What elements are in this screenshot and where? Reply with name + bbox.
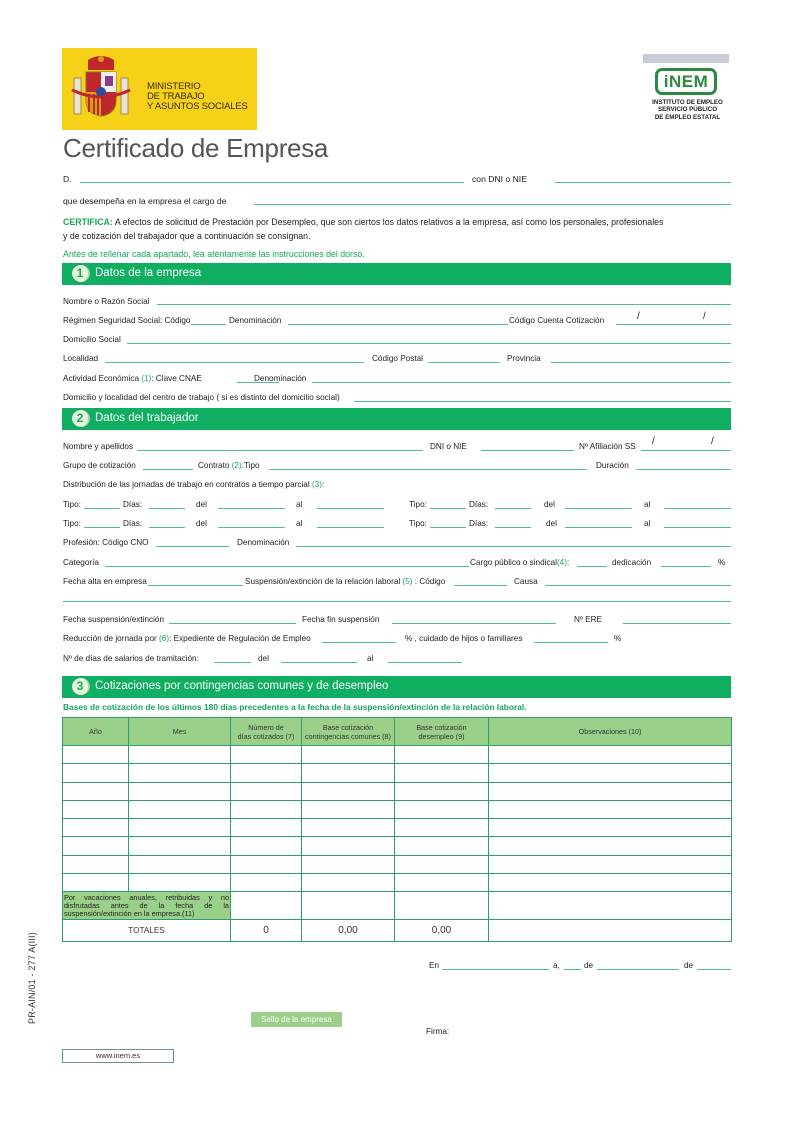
cell[interactable]	[129, 874, 231, 892]
cell[interactable]	[63, 855, 129, 873]
cell[interactable]	[63, 837, 129, 855]
vacaciones-label: Por vacaciones anuales, retribuidas y no disfrutadas antes de la fecha de la suspensión/extinción en la empresa.(11)	[64, 892, 229, 918]
cell[interactable]	[395, 892, 489, 920]
table-row	[63, 746, 732, 764]
cell[interactable]	[129, 764, 231, 782]
section-title: Datos del trabajador	[95, 412, 199, 424]
table-header-row	[63, 718, 732, 746]
contrato-label: Contrato (2):Tipo	[198, 461, 260, 470]
cell[interactable]	[395, 746, 489, 764]
cell[interactable]	[129, 782, 231, 800]
trabajador-dni-label: DNI o NIE	[430, 442, 467, 451]
cell[interactable]	[489, 782, 732, 800]
website-link[interactable]: www.inem.es	[62, 1049, 174, 1063]
causa-label: Causa	[514, 577, 538, 586]
fecha-suspension-label: Fecha suspensión/extinción	[63, 615, 165, 624]
fecha-suspension-field[interactable]	[169, 623, 296, 624]
dias-label: Días:	[469, 500, 489, 509]
tipo-label: Tipo:	[63, 519, 81, 528]
tipo-label: Tipo:	[409, 500, 427, 509]
coat-of-arms-icon	[70, 54, 132, 122]
totales-row	[63, 920, 732, 942]
de-label: de	[584, 961, 594, 970]
del-label: del	[546, 519, 557, 528]
profesion-denominacion-field[interactable]	[296, 546, 731, 547]
col-base-desempleo: Base cotización desempleo (9)	[395, 718, 489, 746]
del-label: del	[258, 654, 269, 663]
cell[interactable]	[231, 746, 302, 764]
cell[interactable]	[231, 800, 302, 818]
cargo-field[interactable]	[254, 204, 731, 205]
salarios-dias-field[interactable]	[214, 662, 251, 663]
actividad-label: Actividad Económica (1): Clave CNAE	[63, 374, 202, 383]
dni-label: con DNI o NIE	[472, 174, 527, 184]
salarios-del-field[interactable]	[281, 662, 357, 663]
ere-field[interactable]	[623, 623, 731, 624]
declarant-dni-field[interactable]	[555, 182, 731, 183]
domicilio-field[interactable]	[127, 343, 731, 344]
section-title: Cotizaciones por contingencias comunes y de desempleo	[95, 680, 389, 692]
anio-field[interactable]	[697, 969, 731, 970]
cell[interactable]	[302, 892, 395, 920]
al-label: al	[644, 519, 651, 528]
fecha-fin-label: Fecha fin suspensión	[302, 615, 380, 624]
del-label: del	[196, 500, 207, 509]
ministry-name: MINISTERIO DE TRABAJO Y ASUNTOS SOCIALES	[147, 81, 248, 112]
pt-del-field[interactable]	[565, 508, 632, 509]
cell[interactable]	[489, 874, 732, 892]
codigo-postal-field[interactable]	[428, 362, 500, 363]
fecha-alta-field[interactable]	[148, 585, 243, 586]
cell[interactable]	[231, 892, 302, 920]
pt-dias-field[interactable]	[149, 527, 185, 528]
cuenta-cotizacion-field[interactable]	[616, 324, 731, 325]
dias-label: Días:	[469, 519, 489, 528]
cell[interactable]	[489, 837, 732, 855]
col-observaciones: Observaciones (10)	[489, 718, 732, 746]
cell[interactable]	[302, 800, 395, 818]
localidad-label: Localidad	[63, 354, 99, 363]
cell[interactable]	[395, 837, 489, 855]
regimen-codigo-label: Régimen Seguridad Social: Código	[63, 316, 191, 325]
del-label: del	[544, 500, 555, 509]
sello-empresa-box: Sello de la empresa	[251, 1012, 342, 1027]
pt-dias-field[interactable]	[149, 508, 185, 509]
firma-label: Firma:	[426, 1027, 450, 1036]
cell[interactable]	[489, 764, 732, 782]
section-3-subtitle: Bases de cotización de los últimos 180 días precedentes a la fecha de la suspensión/extinción de la relación laboral.	[63, 702, 527, 712]
d-label: D.	[63, 174, 72, 184]
categoria-field[interactable]	[105, 566, 469, 567]
al-label: al	[296, 519, 303, 528]
del-label: del	[196, 519, 207, 528]
slash-2: /	[711, 436, 714, 447]
duracion-label: Duración	[596, 461, 629, 470]
ere-label: Nº ERE	[574, 615, 603, 624]
certifica-line-2: y de cotización del trabajador que a continuación se consignan.	[63, 231, 311, 241]
duracion-field[interactable]	[636, 469, 731, 470]
actividad-denominacion-label: Denominación	[254, 374, 307, 383]
section-2-header	[62, 408, 731, 430]
pt-del-field[interactable]	[218, 527, 285, 528]
dias-label: Días:	[123, 500, 143, 509]
pt-al-field[interactable]	[317, 527, 384, 528]
cell[interactable]	[489, 800, 732, 818]
table-row	[63, 819, 732, 837]
col-base-cc: Base cotización contingencias comunes (8)	[302, 718, 395, 746]
cell[interactable]	[129, 837, 231, 855]
regimen-denominacion-field[interactable]	[288, 324, 508, 325]
cell[interactable]	[63, 819, 129, 837]
slash-1: /	[637, 311, 640, 322]
tipo-label: Tipo:	[63, 500, 81, 509]
cell[interactable]	[302, 819, 395, 837]
localidad-field[interactable]	[105, 362, 364, 363]
salarios-tramitacion-label: Nº de días de salarios de tramitación:	[63, 654, 199, 663]
reduccion-ere-field[interactable]	[322, 642, 396, 643]
pt-del-field[interactable]	[218, 508, 285, 509]
cell[interactable]	[395, 764, 489, 782]
certifica-line-1: CERTIFICA: A efectos de solicitud de Prestación por Desempleo, que son ciertos los datos relativos a la empresa, así como los personales, profesionales	[63, 217, 664, 227]
pt-al-field[interactable]	[664, 508, 731, 509]
inem-logo: iNEM	[655, 68, 717, 95]
trabajador-nombre-label: Nombre y apellidos	[63, 442, 134, 451]
cell[interactable]	[302, 837, 395, 855]
col-mes: Mes	[129, 718, 231, 746]
form-code: PR-AIN/01 - 277 A(III)	[27, 932, 37, 1024]
pt-al-field[interactable]	[317, 508, 384, 509]
table-row	[63, 837, 732, 855]
fecha-fin-field[interactable]	[392, 623, 556, 624]
cell[interactable]	[129, 800, 231, 818]
section-number-badge: 1	[72, 265, 90, 282]
dedicacion-label: dedicación	[612, 558, 652, 567]
section-3-header	[62, 676, 731, 698]
cell[interactable]	[302, 855, 395, 873]
cell[interactable]	[129, 746, 231, 764]
pt-del-field[interactable]	[565, 527, 632, 528]
suspension-codigo-label: Suspensión/extinción de la relación laboral (5) : Código	[245, 577, 446, 586]
cuenta-cotizacion-label: Código Cuenta Cotización	[509, 316, 605, 325]
cell[interactable]	[231, 855, 302, 873]
profesion-cno-field[interactable]	[156, 546, 229, 547]
cell[interactable]	[395, 782, 489, 800]
trabajador-nombre-field[interactable]	[137, 450, 423, 451]
col-dias-cotizados: Número de días cotizados (7)	[231, 718, 302, 746]
dias-label: Días:	[123, 519, 143, 528]
cell[interactable]	[395, 800, 489, 818]
totales-label: TOTALES	[63, 920, 231, 942]
pt-dias-field[interactable]	[495, 527, 531, 528]
cuidado-hijos-field[interactable]	[534, 642, 608, 643]
pt-tipo-field[interactable]	[84, 508, 120, 509]
suspension-codigo-field[interactable]	[454, 585, 507, 586]
mes-field[interactable]	[597, 969, 679, 970]
pt-dias-field[interactable]	[495, 508, 531, 509]
cell[interactable]	[63, 764, 129, 782]
profesion-cno-label: Profesión: Código CNO	[63, 538, 149, 547]
cell[interactable]	[302, 874, 395, 892]
instructions-note: Antes de rellenar cada apartado, lea atentamente las instrucciones del dorso.	[63, 249, 365, 259]
inem-top-bar	[643, 54, 729, 63]
actividad-denominacion-field[interactable]	[312, 382, 731, 383]
page-title: Certificado de Empresa	[63, 133, 329, 163]
section-title: Datos de la empresa	[95, 267, 202, 279]
ministry-logo	[62, 48, 257, 130]
lugar-field[interactable]	[442, 969, 549, 970]
inem-subtitle: INSTITUTO DE EMPLEO SERVICIO PÚBLICO DE EMPLEO ESTATAL	[652, 99, 723, 121]
cell[interactable]	[302, 746, 395, 764]
codigo-postal-label: Código Postal	[372, 354, 423, 363]
cell[interactable]	[63, 746, 129, 764]
cell[interactable]	[231, 782, 302, 800]
percent-sign: %	[614, 634, 622, 643]
dia-field[interactable]	[564, 969, 581, 970]
cell[interactable]	[489, 855, 732, 873]
causa-field-continued[interactable]	[63, 601, 731, 602]
total-observaciones	[489, 920, 732, 942]
cell[interactable]	[231, 874, 302, 892]
table-row	[63, 855, 732, 873]
trabajador-dni-field[interactable]	[481, 450, 574, 451]
total-dias: 0	[231, 920, 302, 942]
categoria-label: Categoría	[63, 558, 99, 567]
pt-tipo-field[interactable]	[430, 508, 466, 509]
total-base-desempleo: 0,00	[395, 920, 489, 942]
contrato-tipo-field[interactable]	[269, 469, 587, 470]
cargo-publico-field[interactable]	[577, 566, 607, 567]
en-label: En	[429, 961, 440, 970]
domicilio-label: Domicilio Social	[63, 335, 121, 344]
cell[interactable]	[302, 764, 395, 782]
razon-social-field[interactable]	[157, 304, 731, 305]
tipo-label: Tipo:	[409, 519, 427, 528]
de-label: de	[684, 961, 694, 970]
grupo-cotizacion-label: Grupo de cotización	[63, 461, 136, 470]
percent-sign: %	[718, 558, 726, 567]
cell[interactable]	[63, 782, 129, 800]
cell[interactable]	[231, 764, 302, 782]
razon-social-label: Nombre o Razón Social	[63, 297, 150, 306]
afiliacion-field[interactable]	[641, 450, 731, 451]
profesion-denominacion-label: Denominación	[237, 538, 290, 547]
cell[interactable]	[63, 800, 129, 818]
cargo-label: que desempeña en la empresa el cargo de	[63, 196, 227, 206]
provincia-field[interactable]	[551, 362, 731, 363]
pt-tipo-field[interactable]	[84, 527, 120, 528]
cell[interactable]	[231, 837, 302, 855]
cell[interactable]	[231, 819, 302, 837]
table-row	[63, 782, 732, 800]
section-number-badge: 3	[72, 678, 90, 695]
al-label: al	[296, 500, 303, 509]
table-row	[63, 764, 732, 782]
cell[interactable]	[63, 874, 129, 892]
cell[interactable]	[129, 819, 231, 837]
cargo-publico-label: Cargo público o sindical(4):	[470, 558, 570, 567]
vacaciones-row	[63, 892, 732, 920]
distribucion-label: Distribución de las jornadas de trabajo en contratos a tiempo parcial (3):	[63, 480, 325, 489]
fecha-alta-label: Fecha alta en empresa	[63, 577, 147, 586]
cell[interactable]	[395, 855, 489, 873]
section-number-badge: 2	[72, 410, 90, 427]
declarant-name-field[interactable]	[80, 182, 464, 183]
cuidado-hijos-label: % , cuidado de hijos o familiares	[405, 634, 523, 643]
pt-al-field[interactable]	[664, 527, 731, 528]
slash-1: /	[652, 436, 655, 447]
salarios-al-field[interactable]	[388, 662, 462, 663]
dedicacion-field[interactable]	[661, 566, 711, 567]
provincia-label: Provincia	[507, 354, 541, 363]
grupo-cotizacion-field[interactable]	[143, 469, 193, 470]
reduccion-label: Reducción de jornada por (6): Expediente de Regulación de Empleo	[63, 634, 311, 643]
slash-2: /	[703, 311, 706, 322]
table-row	[63, 800, 732, 818]
cell[interactable]	[302, 782, 395, 800]
regimen-denominacion-label: Denominación	[229, 316, 282, 325]
cell[interactable]	[489, 892, 732, 920]
pt-tipo-field[interactable]	[430, 527, 466, 528]
afiliacion-label: Nº Afiliación SS	[579, 442, 636, 451]
a-label: a,	[553, 961, 560, 970]
table-row	[63, 874, 732, 892]
cell[interactable]	[129, 855, 231, 873]
regimen-codigo-field[interactable]	[191, 324, 226, 325]
cotizaciones-table	[62, 717, 732, 942]
al-label: al	[644, 500, 651, 509]
cell[interactable]	[489, 819, 732, 837]
section-1-header	[62, 263, 731, 285]
al-label: al	[367, 654, 374, 663]
centro-trabajo-field[interactable]	[354, 401, 731, 402]
col-anio: Año	[63, 718, 129, 746]
total-base-cc: 0,00	[302, 920, 395, 942]
causa-field[interactable]	[545, 585, 731, 586]
cell[interactable]	[489, 746, 732, 764]
cell[interactable]	[395, 819, 489, 837]
cell[interactable]	[395, 874, 489, 892]
centro-trabajo-label: Domicilio y localidad del centro de trabajo ( si es distinto del domicilio social)	[63, 393, 340, 402]
